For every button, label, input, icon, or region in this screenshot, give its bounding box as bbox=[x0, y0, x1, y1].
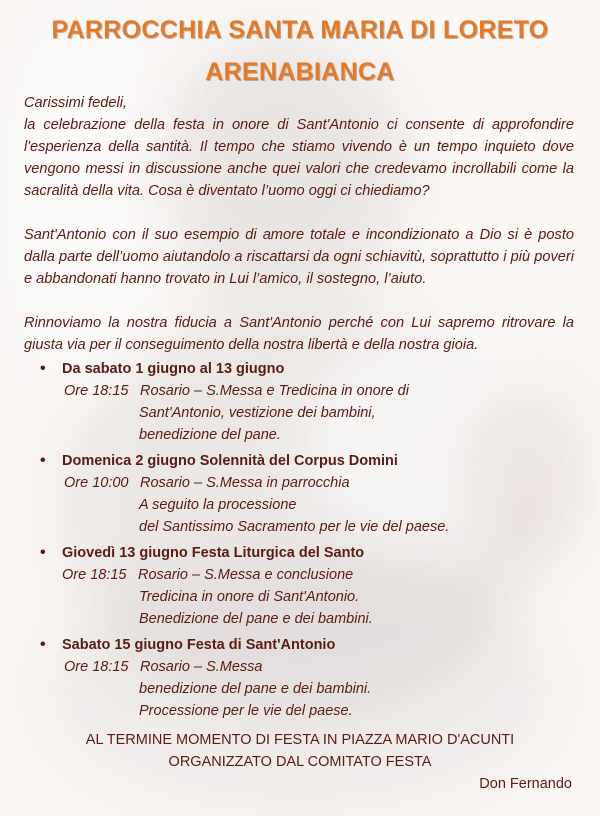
event-item bbox=[40, 634, 580, 722]
bullet-icon: • bbox=[40, 544, 46, 561]
parish-title: PARROCCHIA SANTA MARIA DI LORETO bbox=[51, 16, 549, 44]
bullet-icon: • bbox=[40, 360, 46, 377]
event-heading bbox=[40, 542, 580, 564]
event-detail: Rosario – S.Messa bbox=[140, 659, 263, 675]
event-item bbox=[40, 542, 580, 630]
event-time: Ore 18:15 bbox=[62, 567, 127, 583]
event-heading bbox=[40, 450, 580, 472]
event-heading-text: Giovedì 13 giugno Festa Liturgica del Santo bbox=[62, 545, 365, 561]
event-detail: del Santissimo Sacramento per le vie del paese. bbox=[139, 519, 450, 535]
event-detail: A seguito la processione bbox=[139, 497, 297, 513]
event-detail: Benedizione del pane e dei bambini. bbox=[139, 611, 373, 627]
event-time: Ore 10:00 bbox=[64, 475, 129, 491]
signature: Don Fernando bbox=[479, 776, 572, 792]
event-detail: benedizione del pane e dei bambini. bbox=[139, 681, 372, 697]
event-heading-text: Da sabato 1 giugno al 13 giugno bbox=[62, 361, 285, 377]
letter-paragraph-1: la celebrazione della festa in onore di Sant'Antonio ci consente di approfondire l'esperienza della santità. Il tempo che stiamo vivendo è un tempo inquieto dove vengono messi in discussione anche quei valori che credevamo incrollabili come la sacralità della vita. Cosa è diventato l’uomo oggi ci chiediamo? bbox=[24, 117, 574, 199]
organizer-note: ORGANIZZATO DAL COMITATO FESTA bbox=[168, 754, 432, 770]
event-heading-text: Sabato 15 giugno Festa di Sant'Antonio bbox=[62, 637, 336, 653]
event-heading bbox=[40, 358, 580, 380]
bullet-icon: • bbox=[40, 452, 46, 469]
event-item bbox=[40, 450, 580, 538]
event-schedule bbox=[40, 656, 580, 678]
event-heading bbox=[40, 634, 580, 656]
event-item bbox=[40, 358, 580, 446]
parish-location-title: ARENABIANCA bbox=[205, 58, 395, 86]
event-detail: Tredicina in onore di Sant'Antonio. bbox=[139, 589, 360, 605]
event-schedule bbox=[40, 564, 580, 586]
event-time: Ore 18:15 bbox=[64, 659, 129, 675]
event-schedule bbox=[40, 380, 580, 402]
closing-announcement: AL TERMINE MOMENTO DI FESTA IN PIAZZA MARIO D'ACUNTI bbox=[85, 732, 515, 748]
letter-paragraph-3: Rinnoviamo la nostra fiducia a Sant'Antonio perché con Lui sapremo ritrovare la giusta via per il conseguimento della nostra libertà e della nostra gioia. bbox=[24, 315, 574, 353]
event-schedule bbox=[40, 472, 580, 494]
event-detail: Rosario – S.Messa e conclusione bbox=[138, 567, 354, 583]
event-detail: Processione per le vie del paese. bbox=[139, 703, 353, 719]
event-detail: Rosario – S.Messa in parrocchia bbox=[140, 475, 350, 491]
event-heading-text: Domenica 2 giugno Solennità del Corpus Domini bbox=[62, 453, 398, 469]
event-time: Ore 18:15 bbox=[64, 383, 129, 399]
event-detail: benedizione del pane. bbox=[139, 427, 281, 443]
greeting: Carissimi fedeli, bbox=[24, 95, 127, 111]
event-detail: Rosario – S.Messa e Tredicina in onore di bbox=[140, 383, 409, 399]
bullet-icon: • bbox=[40, 636, 46, 653]
event-detail: Sant'Antonio, vestizione dei bambini, bbox=[139, 405, 376, 421]
letter-paragraph-2: Sant'Antonio con il suo esempio di amore totale e incondizionato a Dio si è posto dalla parte dell’uomo aiutandolo a riscattarsi da ogni schiavitù, soprattutto i più poveri e abbandonati hanno trovato in Lui l’amico, il sostegno, l’aiuto. bbox=[24, 227, 574, 287]
